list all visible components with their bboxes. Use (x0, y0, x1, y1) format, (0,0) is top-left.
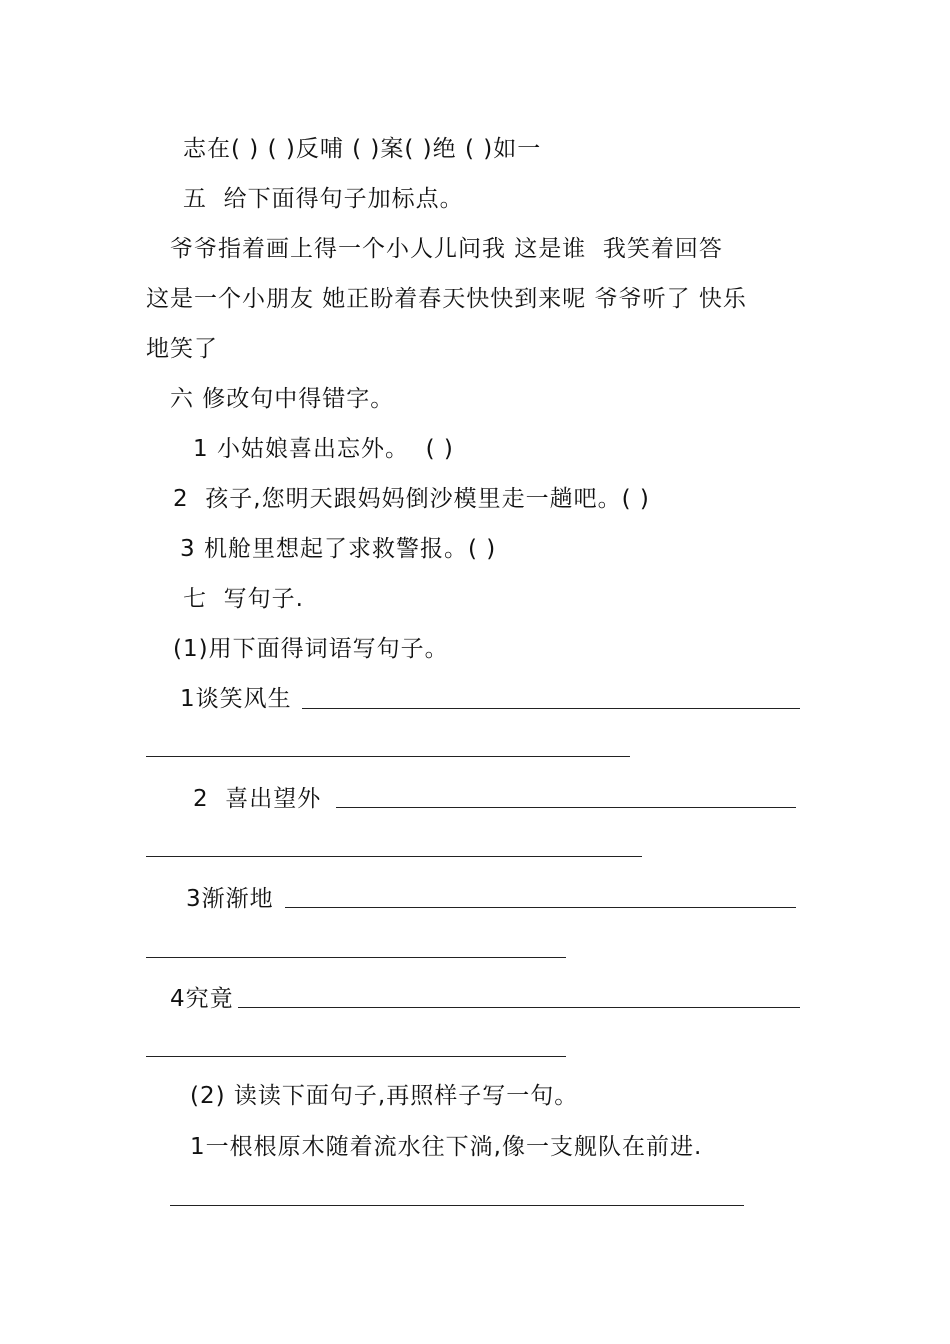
section-7-part-2: (2) 读读下面句子,再照样子写一句。 (190, 1083, 579, 1109)
section-6-item-2: 2 孩子,您明天跟妈妈倒沙模里走一趟吧。( ) (173, 486, 650, 512)
answer-line (146, 957, 566, 958)
word-prompt-3: 3渐渐地 (186, 886, 274, 912)
section-5-title: 五 给下面得句子加标点。 (183, 186, 464, 212)
section-6-item-1: 1 小姑娘喜出忘外。 ( ) (193, 436, 454, 462)
section-5-text-line-3: 地笑了 (146, 336, 218, 362)
answer-line (285, 907, 796, 908)
section-6-item-3: 3 机舱里想起了求救警报。( ) (180, 536, 497, 562)
answer-line (146, 856, 642, 857)
answer-line (302, 708, 800, 709)
word-prompt-4: 4究竟 (170, 986, 234, 1012)
idiom-blanks-line: 志在( ) ( )反哺 ( )案( )绝 ( )如一 (183, 136, 542, 162)
section-6-title: 六 修改句中得错字。 (170, 386, 395, 412)
answer-line (146, 1056, 566, 1057)
word-prompt-2: 2 喜出望外 (193, 786, 322, 812)
section-7-part-1: (1)用下面得词语写句子。 (173, 636, 449, 662)
answer-line (336, 807, 796, 808)
answer-line (170, 1205, 744, 1206)
example-sentence: 1一根根原木随着流水往下淌,像一支舰队在前进. (190, 1134, 703, 1160)
word-prompt-1: 1谈笑风生 (180, 686, 292, 712)
section-7-title: 七 写句子. (183, 586, 304, 612)
section-5-text-line-1: 爷爷指着画上得一个小人儿问我 这是谁 我笑着回答 (170, 236, 723, 262)
answer-line (238, 1007, 800, 1008)
answer-line (146, 756, 630, 757)
section-5-text-line-2: 这是一个小朋友 她正盼着春天快快到来呢 爷爷听了 快乐 (146, 286, 747, 312)
